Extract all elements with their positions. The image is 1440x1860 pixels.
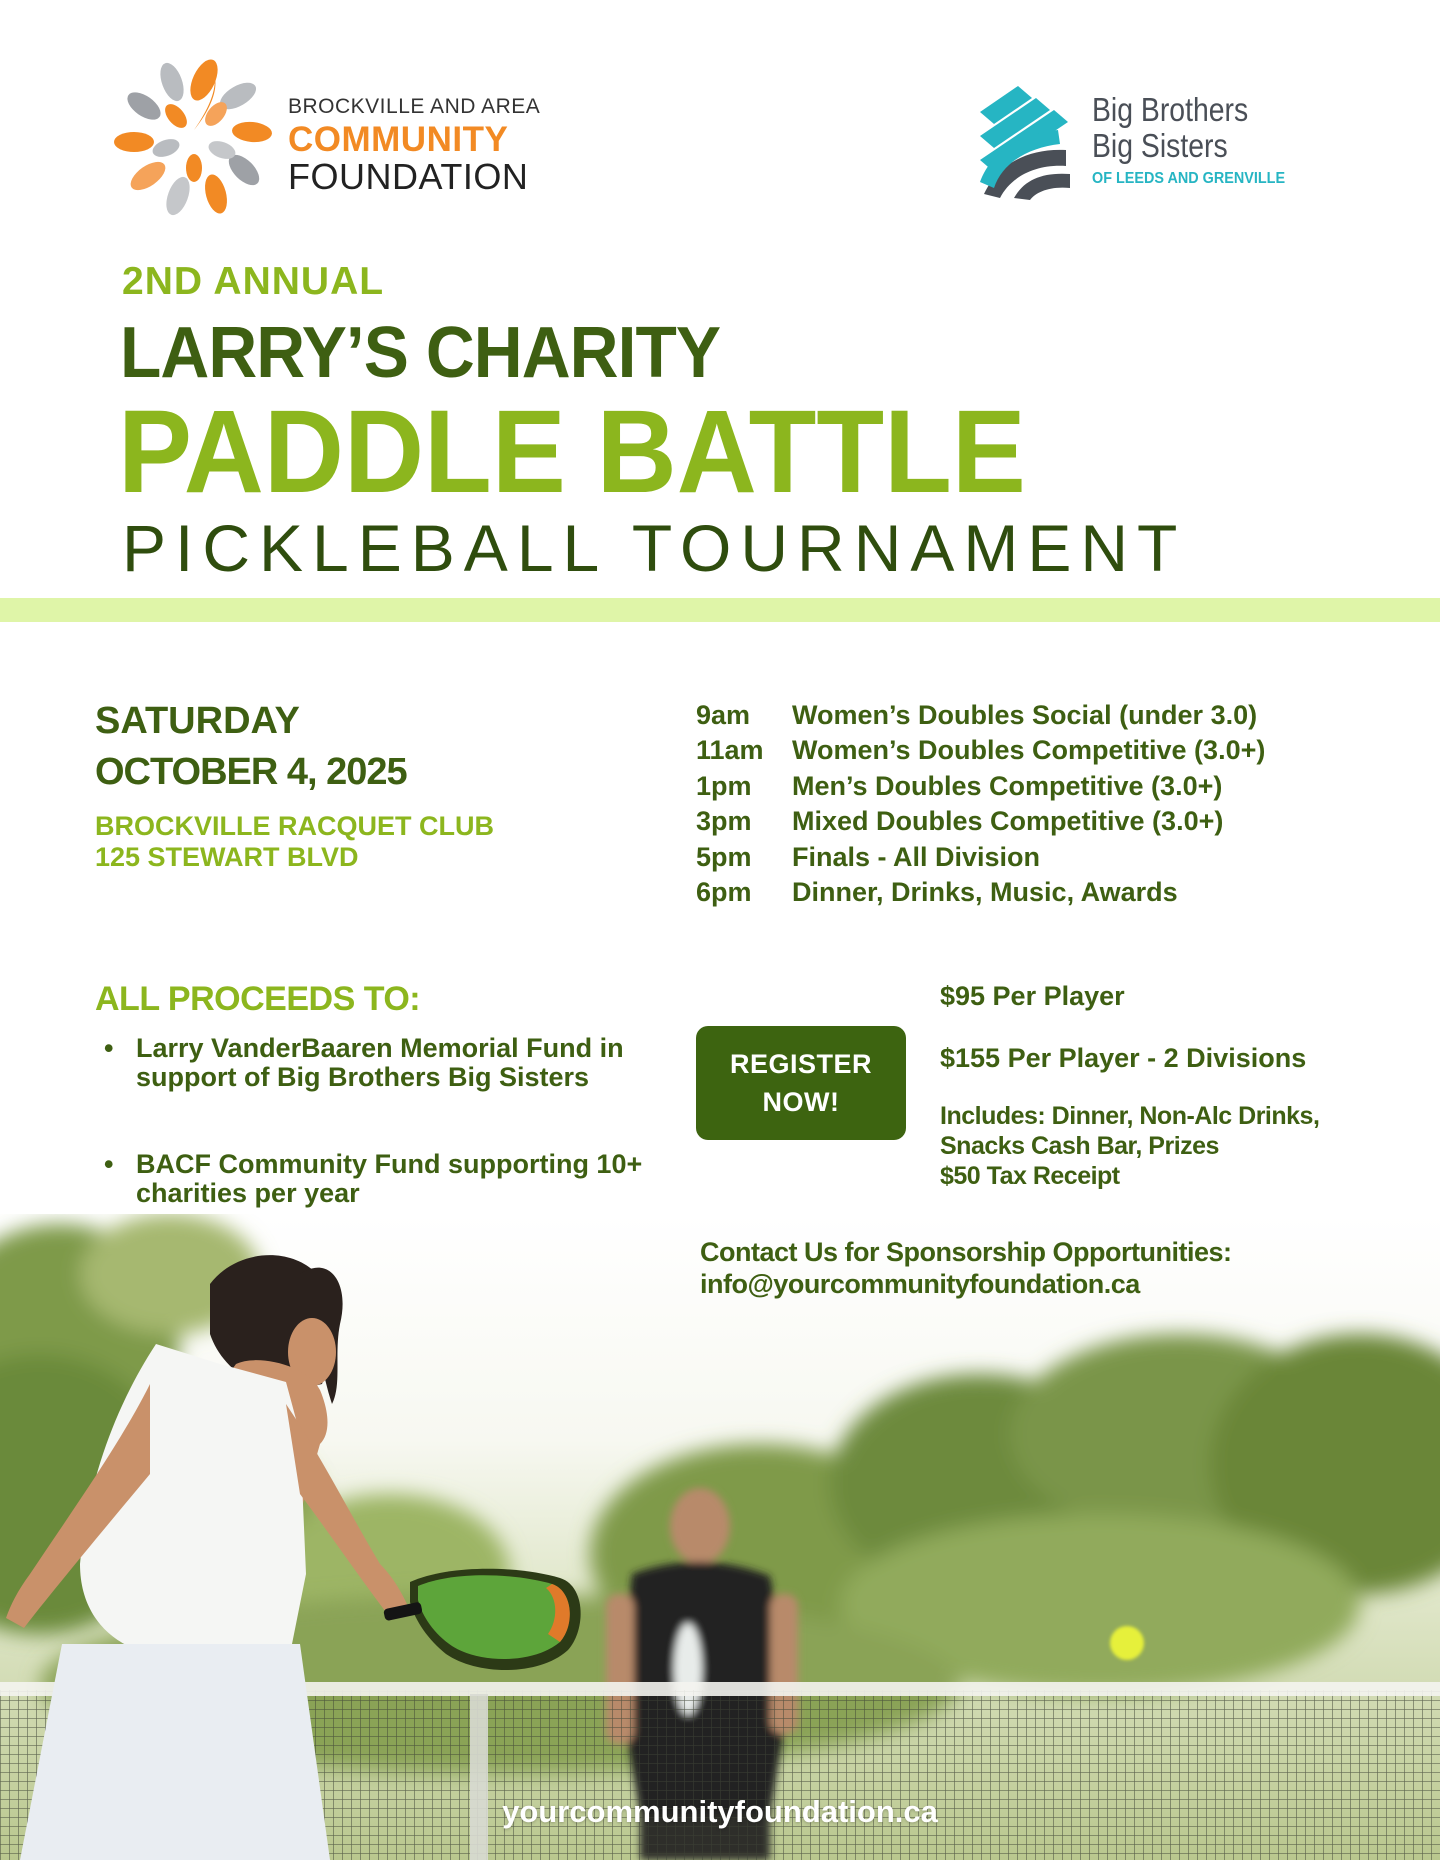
stripes-logo-icon [978, 84, 1080, 200]
schedule-row [696, 700, 1396, 735]
register-now-button[interactable] [696, 1026, 906, 1140]
sun-swirl-logo-icon [114, 58, 274, 218]
title-main: PADDLE BATTLE [118, 386, 1026, 518]
schedule-time: 3pm [696, 806, 752, 837]
schedule-row [696, 806, 1396, 841]
bbbs-line-3: OF LEEDS AND GRENVILLE [1092, 170, 1286, 187]
title-annual: 2ND ANNUAL [122, 260, 385, 303]
schedule-list [696, 700, 1396, 912]
bbbs-line-1: Big Brothers [1092, 91, 1249, 128]
bacf-line-3: FOUNDATION [288, 156, 529, 197]
register-button-label: REGISTER NOW! [729, 1049, 873, 1117]
schedule-time: 1pm [696, 770, 752, 801]
event-date: OCTOBER 4, 2025 [95, 751, 407, 793]
contact-block [700, 1236, 1232, 1300]
bbbs-wordmark [1092, 92, 1307, 188]
includes-line: $50 Tax Receipt [940, 1162, 1120, 1190]
bacf-line-2: COMMUNITY [288, 120, 509, 159]
schedule-time: 9am [696, 700, 751, 730]
proceeds-item: • Larry VanderBaaren Memorial Fund in support of Big Brothers Big Sisters [136, 1034, 656, 1092]
schedule-event: Men’s Doubles Competitive (3.0+) [792, 770, 1223, 801]
schedule-time: 5pm [696, 841, 752, 872]
schedule-event: Women’s Doubles Social (under 3.0) [792, 700, 1258, 730]
schedule-event: Women’s Doubles Competitive (3.0+) [792, 735, 1266, 766]
schedule-time: 6pm [696, 876, 752, 907]
bacf-wordmark [288, 96, 540, 195]
title-subtitle: PICKLEBALL TOURNAMENT [122, 511, 1187, 585]
footer-website-link[interactable]: yourcommunityfoundation.ca [502, 1794, 938, 1829]
proceeds-heading: ALL PROCEEDS TO: [95, 980, 421, 1018]
schedule-event: Finals - All Division [792, 841, 1041, 872]
contact-heading: Contact Us for Sponsorship Opportunities: [700, 1237, 1232, 1267]
title-charity: LARRY’S CHARITY [120, 313, 721, 393]
schedule-row [696, 735, 1396, 770]
price-single: $95 Per Player [940, 981, 1125, 1011]
schedule-event: Mixed Doubles Competitive (3.0+) [792, 806, 1224, 837]
event-day: SATURDAY [95, 700, 300, 742]
schedule-event: Dinner, Drinks, Music, Awards [792, 876, 1178, 907]
includes-line: Includes: Dinner, Non-Alc Drinks, [940, 1102, 1320, 1130]
price-two-divisions: $155 Per Player - 2 Divisions [940, 1043, 1307, 1073]
bacf-line-1: BROCKVILLE AND AREA [288, 95, 541, 118]
pickleball-photo [0, 1214, 1440, 1860]
schedule-time: 11am [696, 735, 764, 766]
divider-band [0, 598, 1440, 622]
schedule-row [696, 842, 1396, 877]
venue-address: 125 STEWART BLVD [95, 842, 359, 872]
bacf-logo [114, 58, 554, 218]
venue-name: BROCKVILLE RACQUET CLUB [95, 811, 494, 841]
contact-email-link[interactable]: info@yourcommunityfoundation.ca [700, 1269, 1140, 1299]
bbbs-logo [978, 84, 1318, 204]
includes-line: Snacks Cash Bar, Prizes [940, 1132, 1219, 1160]
schedule-row [696, 877, 1396, 912]
price-includes [940, 1101, 1380, 1191]
schedule-row [696, 771, 1396, 806]
proceeds-item: • BACF Community Fund supporting 10+ charities per year [136, 1150, 656, 1208]
bbbs-line-2: Big Sisters [1092, 127, 1228, 164]
